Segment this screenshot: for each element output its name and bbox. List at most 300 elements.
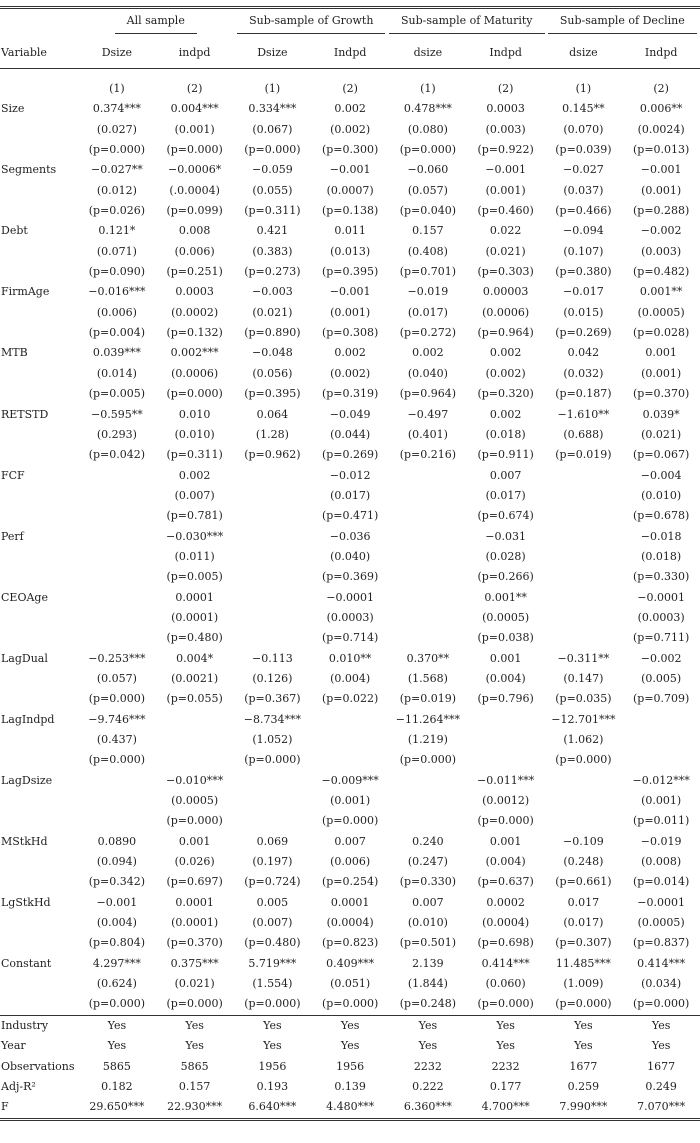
value-cell: −1.610** <box>557 407 610 421</box>
variable-name-cell <box>0 994 78 1015</box>
table-row <box>0 1077 700 1097</box>
value-cell: (0.0004) <box>326 916 374 930</box>
value-cell <box>234 527 312 547</box>
value-cell: 0.007 <box>489 468 522 482</box>
value-cell: (0.001) <box>641 183 682 197</box>
value-cell: (0.107) <box>563 244 604 258</box>
variable-name-cell <box>0 974 78 994</box>
value-cell: (p=0.000) <box>88 997 146 1011</box>
value-cell: Yes <box>311 1015 389 1036</box>
column-header: Indpd <box>311 37 389 69</box>
value-cell: 6.360*** <box>389 1097 467 1119</box>
value-cell: 1677 <box>647 1059 676 1073</box>
value-cell: (p=0.000) <box>88 692 146 706</box>
value-cell: (p=0.000) <box>166 387 223 401</box>
value-cell: 0.222 <box>412 1079 444 1093</box>
variable-name-cell: LgStkHd <box>1 895 51 909</box>
value-cell: (0.004) <box>485 855 526 869</box>
value-cell: 0.001** <box>639 285 683 299</box>
value-cell: −0.036 <box>329 529 371 543</box>
value-cell: (p=0.013) <box>632 143 690 157</box>
value-cell <box>78 588 156 608</box>
group-header-maturity <box>389 8 545 38</box>
value-cell: 0.011 <box>334 224 366 238</box>
value-cell: 0.002 <box>489 346 522 360</box>
value-cell: (0.0012) <box>482 794 530 808</box>
value-cell: (p=0.000) <box>88 143 146 157</box>
value-cell: 0.414*** <box>481 956 530 970</box>
value-cell: (0.070) <box>563 122 604 136</box>
value-cell <box>78 527 156 547</box>
value-cell: (0.027) <box>96 122 137 136</box>
value-cell: (1.009) <box>563 977 604 991</box>
value-cell: −0.019 <box>640 834 682 848</box>
value-cell: (0.006) <box>96 305 137 319</box>
value-cell: 0.182 <box>101 1079 133 1093</box>
value-cell: (p=0.040) <box>399 204 457 218</box>
value-cell <box>311 730 389 750</box>
group-label: Sub-sample of Maturity <box>389 12 545 34</box>
value-cell: (p=0.000) <box>321 997 379 1011</box>
group-header-all-sample <box>78 8 234 38</box>
value-cell: (0.055) <box>252 183 293 197</box>
table-row <box>0 608 700 628</box>
value-cell: (p=0.216) <box>399 448 457 462</box>
value-cell: (p=0.698) <box>477 936 534 950</box>
value-cell: (2) <box>497 82 514 95</box>
value-cell: 0.007 <box>334 834 366 848</box>
value-cell <box>389 547 467 567</box>
table-row <box>0 730 700 750</box>
value-cell: Yes <box>234 1015 312 1036</box>
value-cell: −0.048 <box>252 346 293 360</box>
variable-name-cell <box>0 323 78 343</box>
value-cell: (0.001) <box>485 183 526 197</box>
value-cell: 0.022 <box>489 224 522 238</box>
value-cell: (0.0006) <box>482 305 530 319</box>
value-cell: 0.039* <box>642 407 680 421</box>
value-cell: 5.719*** <box>248 956 297 970</box>
variable-name-cell: Observations <box>1 1059 75 1073</box>
table-row <box>0 1057 700 1077</box>
variable-name-cell: Constant <box>1 956 52 970</box>
value-cell: 0.0001 <box>175 590 214 604</box>
value-cell: (p=0.714) <box>321 631 379 645</box>
variable-column-header: Variable <box>0 37 78 69</box>
value-cell: (p=0.804) <box>88 936 146 950</box>
table-row <box>0 120 700 140</box>
value-cell: −0.030*** <box>166 529 224 543</box>
table-row <box>0 893 700 913</box>
value-cell: (p=0.330) <box>399 875 457 889</box>
variable-name-cell <box>0 364 78 384</box>
value-cell: (0.044) <box>330 427 371 441</box>
value-cell: (p=0.911) <box>477 448 534 462</box>
table-row <box>0 262 700 282</box>
value-cell: (p=0.269) <box>555 326 612 340</box>
value-cell: (1.052) <box>252 733 293 746</box>
value-cell: 22.930*** <box>156 1097 234 1119</box>
value-cell: (0.002) <box>485 366 526 380</box>
value-cell: −0.094 <box>563 224 604 238</box>
value-cell: 0.370** <box>406 651 450 665</box>
value-cell: 5865 <box>102 1059 131 1073</box>
table-row <box>0 99 700 119</box>
value-cell: 5865 <box>180 1059 209 1073</box>
value-cell: (p=0.272) <box>399 326 457 340</box>
table-row <box>0 486 700 506</box>
value-cell: −0.012 <box>329 468 371 482</box>
value-cell <box>78 608 156 628</box>
value-cell: (0.004) <box>96 916 137 930</box>
table-row <box>0 79 700 99</box>
table-row <box>0 181 700 201</box>
value-cell <box>467 710 545 730</box>
value-cell: (0.067) <box>252 122 293 136</box>
value-cell: 4.297*** <box>92 956 141 970</box>
value-cell: (0.037) <box>563 183 604 197</box>
group-label: Sub-sample of Growth <box>237 12 385 34</box>
value-cell: (p=0.014) <box>632 875 690 889</box>
value-cell <box>234 608 312 628</box>
variable-name-cell <box>0 486 78 506</box>
table-body <box>0 79 700 1119</box>
value-cell: (1) <box>420 82 436 95</box>
value-cell: (0.071) <box>96 244 137 258</box>
value-cell <box>545 811 623 831</box>
value-cell: (0.040) <box>407 366 448 380</box>
value-cell: (p=0.308) <box>321 326 379 340</box>
value-cell: (0.0006) <box>171 366 219 380</box>
value-cell: 0.121* <box>98 224 136 238</box>
value-cell: (p=0.709) <box>632 692 690 706</box>
value-cell: (p=0.000) <box>477 997 534 1011</box>
variable-name-cell <box>0 79 78 99</box>
variable-name-cell <box>0 811 78 831</box>
value-cell: (0.004) <box>485 671 526 685</box>
value-cell: 0.001 <box>178 834 211 848</box>
table-row <box>0 303 700 323</box>
value-cell: 4.480*** <box>311 1097 389 1119</box>
value-cell: (0.021) <box>252 305 293 319</box>
value-cell: (p=0.303) <box>477 265 534 279</box>
value-cell: (0.003) <box>485 122 526 136</box>
value-cell: 11.485*** <box>555 956 611 970</box>
value-cell: 2.139 <box>412 956 444 970</box>
value-cell: (.0.0004) <box>169 183 220 197</box>
value-cell: (p=0.005) <box>88 387 146 401</box>
value-cell: (0.017) <box>485 488 526 502</box>
value-cell: Yes <box>389 1015 467 1036</box>
value-cell: (p=0.000) <box>244 753 301 767</box>
value-cell: (p=0.471) <box>321 509 379 523</box>
value-cell: −0.0001 <box>326 590 374 604</box>
value-cell: 0.001 <box>645 346 677 360</box>
variable-name-cell <box>0 608 78 628</box>
value-cell: (0.0003) <box>326 610 374 624</box>
value-cell: −0.497 <box>407 407 449 421</box>
variable-name-cell: F <box>0 1097 78 1119</box>
value-cell: (0.014) <box>96 366 137 380</box>
value-cell: 0.00003 <box>482 285 529 299</box>
value-cell: −0.031 <box>485 529 526 543</box>
table-row <box>0 710 700 730</box>
value-cell: Yes <box>263 1039 282 1053</box>
value-cell <box>311 710 389 730</box>
value-cell: 0.005 <box>256 895 289 909</box>
value-cell: (p=0.000) <box>244 143 301 157</box>
value-cell: Yes <box>496 1039 515 1053</box>
value-cell: (0.005) <box>641 671 682 685</box>
table-row <box>0 140 700 160</box>
value-cell: (p=0.248) <box>399 997 457 1011</box>
value-cell: −0.012*** <box>632 773 690 787</box>
table-row <box>0 547 700 567</box>
value-cell: (p=0.000) <box>555 997 612 1011</box>
value-cell <box>389 628 467 648</box>
value-cell: (p=0.370) <box>632 387 690 401</box>
value-cell: (0.0001) <box>171 610 219 624</box>
variable-name-cell <box>0 547 78 567</box>
value-cell: (p=0.039) <box>555 143 612 157</box>
value-cell: −0.253*** <box>88 651 146 665</box>
value-cell: (0.0005) <box>482 610 530 624</box>
value-cell: Yes <box>156 1015 234 1036</box>
value-cell: (p=0.637) <box>477 875 534 889</box>
value-cell: (p=0.962) <box>244 448 301 462</box>
value-cell: 0.259 <box>567 1079 600 1093</box>
variable-name-cell: LagDual <box>1 651 48 665</box>
variable-name-cell: Segments <box>1 163 57 177</box>
value-cell: 1956 <box>336 1059 365 1073</box>
variable-name-cell: LagDsize <box>1 773 53 787</box>
value-cell: (0.001) <box>330 794 371 808</box>
table-row <box>0 221 700 241</box>
value-cell <box>545 608 623 628</box>
value-cell: (0.293) <box>96 427 137 441</box>
value-cell: Yes <box>545 1015 623 1036</box>
value-cell <box>389 527 467 547</box>
table-row <box>0 771 700 791</box>
variable-name-cell: MStkHd <box>1 834 48 848</box>
value-cell: (0.051) <box>330 977 371 991</box>
value-cell: 0.042 <box>567 346 600 360</box>
table-row <box>0 588 700 608</box>
variable-name-cell <box>0 425 78 445</box>
value-cell: (0.0005) <box>171 794 219 808</box>
value-cell: 0.002 <box>412 346 444 360</box>
value-cell: (0.010) <box>407 916 448 930</box>
value-cell <box>156 750 234 770</box>
value-cell <box>622 710 700 730</box>
column-header: Dsize <box>78 37 156 69</box>
table-row <box>0 242 700 262</box>
value-cell: (p=0.395) <box>244 387 301 401</box>
value-cell: 0.010 <box>178 407 211 421</box>
value-cell: −0.113 <box>252 651 293 665</box>
value-cell: 0.006** <box>639 102 683 116</box>
variable-name-cell: FirmAge <box>1 285 50 299</box>
variable-name-cell <box>0 872 78 892</box>
variable-name-cell: LagIndpd <box>1 712 55 726</box>
value-cell: (p=0.300) <box>321 143 379 157</box>
variable-name-cell <box>0 852 78 872</box>
value-cell: (p=0.482) <box>632 265 690 279</box>
table-row <box>0 1036 700 1056</box>
value-cell <box>234 567 312 587</box>
value-cell: (0.080) <box>407 122 448 136</box>
value-cell <box>389 771 467 791</box>
value-cell: (0.013) <box>330 244 371 258</box>
value-cell: (0.028) <box>485 549 526 563</box>
value-cell <box>545 486 623 506</box>
value-cell: (0.007) <box>252 916 293 930</box>
value-cell: −0.004 <box>640 468 682 482</box>
value-cell: (p=0.674) <box>477 509 534 523</box>
value-cell <box>545 527 623 547</box>
value-cell: 0.374*** <box>92 102 141 116</box>
value-cell: (p=0.000) <box>166 814 223 828</box>
value-cell <box>389 466 467 486</box>
table-row <box>0 933 700 953</box>
value-cell <box>467 750 545 770</box>
value-cell <box>78 486 156 506</box>
value-cell <box>545 628 623 648</box>
table-row <box>0 1097 700 1119</box>
value-cell: 0.002 <box>178 468 211 482</box>
value-cell <box>78 547 156 567</box>
value-cell <box>234 486 312 506</box>
group-header-decline <box>545 8 700 38</box>
value-cell: 0.0003 <box>486 102 525 116</box>
variable-name-cell <box>0 242 78 262</box>
value-cell: −0.0001 <box>637 590 686 604</box>
value-cell: −0.0001 <box>637 895 686 909</box>
value-cell: −0.019 <box>407 285 449 299</box>
value-cell: Yes <box>107 1039 127 1053</box>
value-cell <box>545 466 623 486</box>
value-cell: (p=0.000) <box>321 814 379 828</box>
value-cell: 0.004* <box>176 651 214 665</box>
value-cell <box>545 791 623 811</box>
value-cell <box>234 771 312 791</box>
variable-name-cell: Perf <box>1 529 24 543</box>
table-row <box>0 913 700 933</box>
value-cell: (0.247) <box>407 855 448 869</box>
variable-name-cell <box>0 669 78 689</box>
variable-name-cell <box>0 201 78 221</box>
value-cell: −0.049 <box>329 407 371 421</box>
value-cell <box>234 628 312 648</box>
value-cell: −0.011*** <box>477 773 535 787</box>
value-cell: (0.624) <box>96 977 137 991</box>
table-row <box>0 811 700 831</box>
value-cell: (0.017) <box>563 916 604 930</box>
value-cell: (0.0024) <box>637 122 685 136</box>
value-cell: −0.595** <box>91 407 143 421</box>
value-cell: −9.746*** <box>88 712 146 726</box>
value-cell: (2) <box>342 82 358 95</box>
value-cell <box>234 547 312 567</box>
column-header: Indpd <box>622 37 700 69</box>
value-cell: (p=0.964) <box>477 326 534 340</box>
variable-name-cell <box>0 445 78 465</box>
value-cell: (p=0.254) <box>321 875 379 889</box>
value-cell: (p=0.042) <box>88 448 146 462</box>
value-cell <box>78 771 156 791</box>
value-cell <box>389 811 467 831</box>
group-header-row <box>0 8 700 38</box>
table-row <box>0 323 700 343</box>
value-cell: Yes <box>340 1039 360 1053</box>
value-cell: Yes <box>78 1015 156 1036</box>
value-cell: −0.001 <box>640 163 682 177</box>
value-cell <box>234 588 312 608</box>
value-cell: Yes <box>622 1015 700 1036</box>
value-cell: −11.264*** <box>395 712 460 726</box>
value-cell: (0.010) <box>641 488 682 502</box>
value-cell: (0.021) <box>485 244 526 258</box>
value-cell: 0.002 <box>334 346 366 360</box>
value-cell: 0.375*** <box>170 956 219 970</box>
value-cell <box>234 811 312 831</box>
value-cell: (p=0.480) <box>166 631 223 645</box>
value-cell <box>156 730 234 750</box>
value-cell: 0.334*** <box>248 102 297 116</box>
value-cell: −12.701*** <box>551 712 616 726</box>
value-cell: (p=0.320) <box>477 387 534 401</box>
value-cell: (p=0.187) <box>555 387 612 401</box>
value-cell: (p=0.000) <box>244 997 301 1011</box>
value-cell: (1.062) <box>563 733 604 746</box>
value-cell: (0.0002) <box>171 305 219 319</box>
value-cell: (0.0005) <box>637 916 685 930</box>
value-cell: (p=0.000) <box>88 753 146 767</box>
value-cell: (p=0.067) <box>632 448 690 462</box>
column-header-row <box>0 37 700 69</box>
value-cell: (p=0.307) <box>555 936 612 950</box>
value-cell: Yes <box>418 1039 438 1053</box>
value-cell: 0.157 <box>178 1079 211 1093</box>
table-row <box>0 832 700 852</box>
value-cell: (0.147) <box>563 671 604 685</box>
value-cell: (p=0.288) <box>632 204 690 218</box>
value-cell <box>311 750 389 770</box>
variable-name-cell: Size <box>1 102 25 116</box>
value-cell: (p=0.028) <box>632 326 690 340</box>
column-header: dsize <box>545 37 623 69</box>
table-row <box>0 201 700 221</box>
table-row <box>0 160 700 180</box>
value-cell: (0.060) <box>485 977 526 991</box>
value-cell: 0.004*** <box>170 102 219 116</box>
value-cell: 0.139 <box>334 1079 366 1093</box>
value-cell: 0.240 <box>412 834 444 848</box>
value-cell: (0.007) <box>174 488 215 502</box>
value-cell: −8.734*** <box>243 712 301 726</box>
value-cell: −0.0006* <box>168 163 222 177</box>
value-cell <box>78 791 156 811</box>
value-cell: (p=0.019) <box>399 692 457 706</box>
value-cell: (0.688) <box>563 427 604 441</box>
value-cell: −0.311** <box>557 651 610 665</box>
table-row <box>0 994 700 1015</box>
table-row <box>0 669 700 689</box>
variable-name-cell: RETSTD <box>1 407 49 421</box>
value-cell: (0.0005) <box>637 305 685 319</box>
value-cell: (0.017) <box>407 305 448 319</box>
value-cell: (1.28) <box>255 427 289 441</box>
